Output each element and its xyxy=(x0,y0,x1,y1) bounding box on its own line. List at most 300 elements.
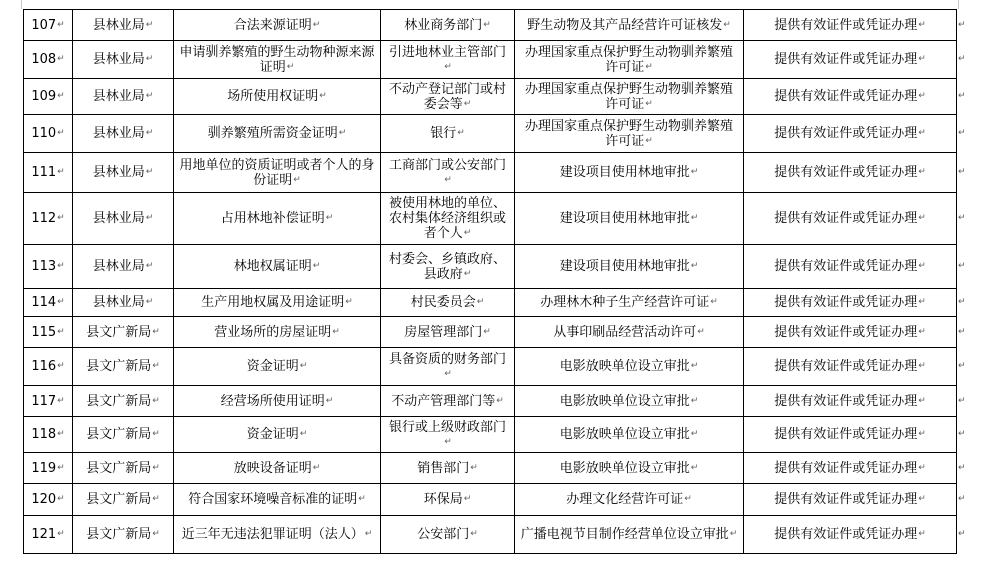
paragraph-mark: ↵ xyxy=(444,174,452,185)
row-end-mark: ↵ xyxy=(958,494,966,504)
paragraph-mark: ↵ xyxy=(463,494,472,504)
row-number-text: 112 xyxy=(31,211,57,226)
agency-text: 县文广新局 xyxy=(86,492,152,507)
row-number-text: 119 xyxy=(31,460,57,476)
paragraph-mark: ↵ xyxy=(152,361,160,371)
paragraph-mark: ↵ xyxy=(57,213,65,223)
issuer-text: 被使用林地的单位、农村集体经济组织或者个人 xyxy=(388,196,506,241)
material-text: 经营场所使用证明 xyxy=(220,393,325,409)
cell-method xyxy=(744,10,957,41)
cell-agency xyxy=(73,41,174,79)
table-row xyxy=(24,348,957,386)
paragraph-mark: ↵ xyxy=(723,19,731,30)
cell-service-item xyxy=(515,193,744,245)
cell-method xyxy=(744,153,957,193)
paragraph-mark: ↵ xyxy=(690,429,699,439)
paragraph-mark: ↵ xyxy=(299,361,308,371)
row-end-mark: ↵ xyxy=(958,529,966,539)
cell-row-number xyxy=(24,516,73,554)
cell-row-number xyxy=(24,317,73,348)
cell-agency xyxy=(73,153,174,193)
cell-row-number xyxy=(24,453,73,484)
paragraph-mark: ↵ xyxy=(57,326,65,337)
cell-row-number xyxy=(24,79,73,115)
row-end-mark: ↵ xyxy=(958,327,966,337)
paragraph-mark: ↵ xyxy=(152,529,160,539)
cell-method xyxy=(744,417,957,453)
row-number-text: 109 xyxy=(31,89,57,104)
row-end-mark: ↵ xyxy=(958,297,966,307)
cell-row-number xyxy=(24,193,73,245)
row-number-text: 118 xyxy=(31,427,57,442)
service-item-text: 办理林木种子生产经营许可证 xyxy=(540,295,710,310)
paragraph-mark: ↵ xyxy=(463,228,472,238)
service-item-text: 电影放映单位设立审批 xyxy=(559,460,690,476)
cell-agency xyxy=(73,453,174,484)
paragraph-mark: ↵ xyxy=(332,326,340,337)
cell-method xyxy=(744,484,957,516)
table-row xyxy=(24,245,957,289)
paragraph-mark: ↵ xyxy=(690,213,699,223)
paragraph-mark: ↵ xyxy=(145,128,154,138)
table-row xyxy=(24,193,957,245)
cell-issuer xyxy=(381,386,515,417)
cell-method xyxy=(744,41,957,79)
row-number-text: 115 xyxy=(31,324,57,340)
document-table xyxy=(23,9,957,554)
cell-row-number xyxy=(24,386,73,417)
paragraph-mark: ↵ xyxy=(690,462,699,473)
paragraph-mark: ↵ xyxy=(918,19,926,30)
paragraph-mark: ↵ xyxy=(325,213,334,223)
material-text: 场所使用权证明 xyxy=(227,89,319,104)
material-text: 营业场所的房屋证明 xyxy=(214,324,332,340)
service-item-text: 办理国家重点保护野生动物驯养繁殖许可证 xyxy=(524,81,733,112)
cell-issuer xyxy=(381,41,515,79)
row-number-text: 121 xyxy=(31,527,57,542)
issuer-text: 具备资质的财务部门 xyxy=(388,351,506,367)
paragraph-mark: ↵ xyxy=(358,494,366,504)
table-row xyxy=(24,289,957,317)
paragraph-mark: ↵ xyxy=(483,326,491,337)
service-item-text: 建设项目使用林地审批 xyxy=(559,165,690,180)
agency-text: 县林业局 xyxy=(92,211,145,226)
method-text: 提供有效证件或凭证办理 xyxy=(774,527,918,542)
material-text: 用地单位的资质证明或者个人的身份证明 xyxy=(179,157,375,188)
paragraph-mark: ↵ xyxy=(918,167,926,177)
paragraph-mark: ↵ xyxy=(57,462,65,473)
paragraph-mark: ↵ xyxy=(145,261,154,271)
cell-row-number xyxy=(24,153,73,193)
paragraph-mark: ↵ xyxy=(476,297,485,307)
row-end-mark: ↵ xyxy=(958,361,966,371)
material-text: 资金证明 xyxy=(246,427,299,442)
row-end-mark: ↵ xyxy=(958,261,966,271)
paragraph-mark: ↵ xyxy=(57,529,65,539)
table-row xyxy=(24,386,957,417)
paragraph-mark: ↵ xyxy=(496,395,504,406)
cell-agency xyxy=(73,245,174,289)
service-item-text: 野生动物及其产品经营许可证核发 xyxy=(527,17,723,33)
cell-agency xyxy=(73,417,174,453)
cell-issuer xyxy=(381,516,515,554)
agency-text: 县文广新局 xyxy=(86,427,152,442)
paragraph-mark: ↵ xyxy=(444,368,452,379)
paragraph-mark: ↵ xyxy=(145,297,154,307)
issuer-text: 村民委员会 xyxy=(410,295,476,310)
material-text: 资金证明 xyxy=(246,359,299,374)
cell-issuer xyxy=(381,10,515,41)
paragraph-mark: ↵ xyxy=(690,167,699,177)
cell-issuer xyxy=(381,245,515,289)
table-row xyxy=(24,516,957,554)
agency-text: 县林业局 xyxy=(92,295,145,310)
row-number-text: 108 xyxy=(31,52,57,67)
paragraph-mark: ↵ xyxy=(145,167,154,177)
paragraph-mark: ↵ xyxy=(918,326,926,337)
cell-material xyxy=(174,245,381,289)
paragraph-mark: ↵ xyxy=(145,54,154,64)
cell-method xyxy=(744,289,957,317)
method-text: 提供有效证件或凭证办理 xyxy=(774,52,918,67)
method-text: 提供有效证件或凭证办理 xyxy=(774,211,918,226)
method-text: 提供有效证件或凭证办理 xyxy=(774,492,918,507)
paragraph-mark: ↵ xyxy=(57,429,65,439)
cell-service-item xyxy=(515,417,744,453)
paragraph-mark: ↵ xyxy=(645,135,653,146)
cell-agency xyxy=(73,115,174,153)
row-number-text: 117 xyxy=(31,393,57,409)
row-end-mark: ↵ xyxy=(958,213,966,223)
method-text: 提供有效证件或凭证办理 xyxy=(774,359,918,374)
paragraph-mark: ↵ xyxy=(57,494,65,504)
paragraph-mark: ↵ xyxy=(152,429,160,439)
material-text: 驯养繁殖所需资金证明 xyxy=(207,126,338,141)
paragraph-mark: ↵ xyxy=(918,297,926,307)
paragraph-mark: ↵ xyxy=(312,19,321,30)
cell-issuer xyxy=(381,153,515,193)
cell-row-number xyxy=(24,484,73,516)
paragraph-mark: ↵ xyxy=(918,261,926,271)
issuer-text: 环保局 xyxy=(423,492,463,507)
service-item-text: 建设项目使用林地审批 xyxy=(559,211,690,226)
agency-text: 县林业局 xyxy=(92,165,145,180)
row-end-mark: ↵ xyxy=(958,167,966,177)
paragraph-mark: ↵ xyxy=(57,54,65,64)
paragraph-mark: ↵ xyxy=(918,91,926,101)
cell-material xyxy=(174,289,381,317)
service-item-text: 从事印刷品经营活动许可 xyxy=(553,324,697,340)
cell-agency xyxy=(73,317,174,348)
agency-text: 县林业局 xyxy=(92,17,145,33)
cell-agency xyxy=(73,386,174,417)
cell-issuer xyxy=(381,193,515,245)
row-end-mark: ↵ xyxy=(958,396,966,406)
agency-text: 县文广新局 xyxy=(86,359,152,374)
row-end-mark: ↵ xyxy=(958,91,966,101)
paragraph-mark: ↵ xyxy=(690,361,699,371)
method-text: 提供有效证件或凭证办理 xyxy=(774,460,918,476)
page-margin-line-right xyxy=(958,0,959,9)
paragraph-mark: ↵ xyxy=(152,326,160,337)
cell-method xyxy=(744,317,957,348)
paragraph-mark: ↵ xyxy=(57,167,65,177)
paragraph-mark: ↵ xyxy=(918,54,926,64)
issuer-text: 不动产管理部门等 xyxy=(391,393,496,409)
cell-material xyxy=(174,115,381,153)
cell-issuer xyxy=(381,79,515,115)
cell-material xyxy=(174,516,381,554)
service-item-text: 电影放映单位设立审批 xyxy=(559,359,690,374)
agency-text: 县林业局 xyxy=(92,89,145,104)
paragraph-mark: ↵ xyxy=(338,128,347,138)
cell-agency xyxy=(73,484,174,516)
table-row xyxy=(24,317,957,348)
issuer-text: 林业商务部门 xyxy=(404,17,483,33)
method-text: 提供有效证件或凭证办理 xyxy=(774,126,918,141)
service-item-text: 广播电视节目制作经营单位设立审批 xyxy=(520,527,729,542)
cell-method xyxy=(744,516,957,554)
table-row xyxy=(24,79,957,115)
paragraph-mark: ↵ xyxy=(57,128,65,138)
paragraph-mark: ↵ xyxy=(918,213,926,223)
cell-agency xyxy=(73,348,174,386)
agency-text: 县林业局 xyxy=(92,259,145,274)
cell-row-number xyxy=(24,289,73,317)
paragraph-mark: ↵ xyxy=(152,462,160,473)
row-number-text: 110 xyxy=(31,126,57,141)
table-row xyxy=(24,41,957,79)
paragraph-mark: ↵ xyxy=(325,395,334,406)
paragraph-mark: ↵ xyxy=(918,462,926,473)
cell-service-item xyxy=(515,386,744,417)
paragraph-mark: ↵ xyxy=(312,261,321,271)
paragraph-mark: ↵ xyxy=(918,361,926,371)
cell-issuer xyxy=(381,484,515,516)
cell-material xyxy=(174,79,381,115)
row-end-mark: ↵ xyxy=(958,128,966,138)
paragraph-mark: ↵ xyxy=(312,462,321,473)
issuer-text: 工商部门或公安部门 xyxy=(388,157,506,173)
issuer-text: 房屋管理部门 xyxy=(404,324,483,340)
paragraph-mark: ↵ xyxy=(299,429,308,439)
method-text: 提供有效证件或凭证办理 xyxy=(774,324,918,340)
paragraph-mark: ↵ xyxy=(690,395,699,406)
paragraph-mark: ↵ xyxy=(470,529,478,539)
cell-material xyxy=(174,193,381,245)
cell-material xyxy=(174,317,381,348)
cell-issuer xyxy=(381,453,515,484)
paragraph-mark: ↵ xyxy=(145,213,154,223)
paragraph-mark: ↵ xyxy=(444,61,452,72)
cell-issuer xyxy=(381,115,515,153)
method-text: 提供有效证件或凭证办理 xyxy=(774,259,918,274)
cell-material xyxy=(174,10,381,41)
row-number-text: 107 xyxy=(31,17,57,33)
row-end-mark: ↵ xyxy=(958,429,966,439)
service-item-text: 电影放映单位设立审批 xyxy=(559,393,690,409)
cell-material xyxy=(174,348,381,386)
table-row xyxy=(24,417,957,453)
cell-service-item xyxy=(515,348,744,386)
row-number-text: 114 xyxy=(31,295,57,310)
agency-text: 县林业局 xyxy=(92,52,145,67)
paragraph-mark: ↵ xyxy=(286,61,295,72)
cell-method xyxy=(744,245,957,289)
paragraph-mark: ↵ xyxy=(444,436,452,447)
paragraph-mark: ↵ xyxy=(364,529,373,539)
row-end-mark: ↵ xyxy=(958,20,966,30)
cell-row-number xyxy=(24,417,73,453)
cell-row-number xyxy=(24,115,73,153)
method-text: 提供有效证件或凭证办理 xyxy=(774,17,918,33)
table-row xyxy=(24,153,957,193)
cell-service-item xyxy=(515,115,744,153)
service-item-text: 办理国家重点保护野生动物驯养繁殖许可证 xyxy=(524,118,733,149)
service-item-text: 办理文化经营许可证 xyxy=(566,492,684,507)
paragraph-mark: ↵ xyxy=(145,19,154,30)
paragraph-mark: ↵ xyxy=(319,91,327,101)
cell-service-item xyxy=(515,79,744,115)
cell-issuer xyxy=(381,417,515,453)
cell-agency xyxy=(73,289,174,317)
cell-service-item xyxy=(515,317,744,348)
cell-material xyxy=(174,41,381,79)
cell-issuer xyxy=(381,317,515,348)
cell-service-item xyxy=(515,10,744,41)
agency-text: 县文广新局 xyxy=(86,460,152,476)
method-text: 提供有效证件或凭证办理 xyxy=(774,295,918,310)
agency-text: 县文广新局 xyxy=(86,527,152,542)
cell-method xyxy=(744,115,957,153)
row-end-mark: ↵ xyxy=(958,463,966,473)
agency-text: 县林业局 xyxy=(92,126,145,141)
cell-row-number xyxy=(24,245,73,289)
paragraph-mark: ↵ xyxy=(470,462,478,473)
cell-material xyxy=(174,153,381,193)
cell-service-item xyxy=(515,245,744,289)
cell-service-item xyxy=(515,289,744,317)
method-text: 提供有效证件或凭证办理 xyxy=(774,393,918,409)
paragraph-mark: ↵ xyxy=(463,268,472,279)
agency-text: 县文广新局 xyxy=(86,324,152,340)
paragraph-mark: ↵ xyxy=(57,261,65,271)
cell-agency xyxy=(73,516,174,554)
material-text: 占用林地补偿证明 xyxy=(220,211,325,226)
paragraph-mark: ↵ xyxy=(57,361,65,371)
paragraph-mark: ↵ xyxy=(57,395,65,406)
cell-row-number xyxy=(24,10,73,41)
issuer-text: 村委会、乡镇政府、县政府 xyxy=(388,251,506,282)
material-text: 近三年无违法犯罪证明（法人） xyxy=(181,527,364,542)
cell-agency xyxy=(73,79,174,115)
issuer-text: 销售部门 xyxy=(417,460,470,476)
cell-issuer xyxy=(381,289,515,317)
cell-issuer xyxy=(381,348,515,386)
table-body xyxy=(24,10,957,554)
table-row xyxy=(24,484,957,516)
cell-material xyxy=(174,453,381,484)
paragraph-mark: ↵ xyxy=(645,61,653,72)
paragraph-mark: ↵ xyxy=(729,529,738,539)
paragraph-mark: ↵ xyxy=(145,91,154,101)
issuer-text: 引进地林业主管部门 xyxy=(388,44,506,60)
paragraph-mark: ↵ xyxy=(57,91,65,101)
service-item-text: 电影放映单位设立审批 xyxy=(559,427,690,442)
paragraph-mark: ↵ xyxy=(684,494,692,504)
paragraph-mark: ↵ xyxy=(645,98,653,109)
row-number-text: 120 xyxy=(31,492,57,507)
paragraph-mark: ↵ xyxy=(57,19,65,30)
material-text: 林地权属证明 xyxy=(233,259,312,274)
issuer-text: 银行或上级财政部门 xyxy=(388,419,506,435)
cell-method xyxy=(744,453,957,484)
paragraph-mark: ↵ xyxy=(152,395,160,406)
cell-method xyxy=(744,386,957,417)
cell-agency xyxy=(73,193,174,245)
material-text: 放映设备证明 xyxy=(233,460,312,476)
cell-service-item xyxy=(515,153,744,193)
cell-method xyxy=(744,348,957,386)
page-margin-line-left xyxy=(21,0,22,9)
table-row xyxy=(24,115,957,153)
issuer-text: 不动产登记部门或村委会等 xyxy=(388,81,506,112)
paragraph-mark: ↵ xyxy=(690,261,699,271)
service-item-text: 办理国家重点保护野生动物驯养繁殖许可证 xyxy=(524,44,733,75)
issuer-text: 银行 xyxy=(430,126,457,141)
paragraph-mark: ↵ xyxy=(57,297,65,307)
issuer-text: 公安部门 xyxy=(417,527,470,542)
cell-row-number xyxy=(24,348,73,386)
cell-service-item xyxy=(515,484,744,516)
cell-agency xyxy=(73,10,174,41)
paragraph-mark: ↵ xyxy=(457,128,465,138)
cell-material xyxy=(174,386,381,417)
paragraph-mark: ↵ xyxy=(697,326,705,337)
method-text: 提供有效证件或凭证办理 xyxy=(774,89,918,104)
material-text: 生产用地权属及用途证明 xyxy=(201,295,345,310)
row-end-mark: ↵ xyxy=(958,54,966,64)
cell-service-item xyxy=(515,41,744,79)
material-text: 合法来源证明 xyxy=(233,17,312,33)
table-row xyxy=(24,10,957,41)
paragraph-mark: ↵ xyxy=(918,429,926,439)
cell-service-item xyxy=(515,453,744,484)
row-number-text: 116 xyxy=(31,359,57,374)
service-item-text: 建设项目使用林地审批 xyxy=(559,259,690,274)
paragraph-mark: ↵ xyxy=(345,297,353,307)
agency-text: 县文广新局 xyxy=(86,393,152,409)
row-number-text: 113 xyxy=(31,259,57,274)
paragraph-mark: ↵ xyxy=(918,529,926,539)
cell-material xyxy=(174,484,381,516)
cell-service-item xyxy=(515,516,744,554)
cell-method xyxy=(744,193,957,245)
paragraph-mark: ↵ xyxy=(293,174,301,185)
paragraph-mark: ↵ xyxy=(463,98,472,109)
method-text: 提供有效证件或凭证办理 xyxy=(774,427,918,442)
paragraph-mark: ↵ xyxy=(918,494,926,504)
cell-method xyxy=(744,79,957,115)
cell-material xyxy=(174,417,381,453)
paragraph-mark: ↵ xyxy=(710,297,718,307)
table-row xyxy=(24,453,957,484)
paragraph-mark: ↵ xyxy=(483,19,491,30)
paragraph-mark: ↵ xyxy=(918,395,926,406)
method-text: 提供有效证件或凭证办理 xyxy=(774,165,918,180)
paragraph-mark: ↵ xyxy=(152,494,160,504)
material-text: 符合国家环境噪音标准的证明 xyxy=(188,492,358,507)
